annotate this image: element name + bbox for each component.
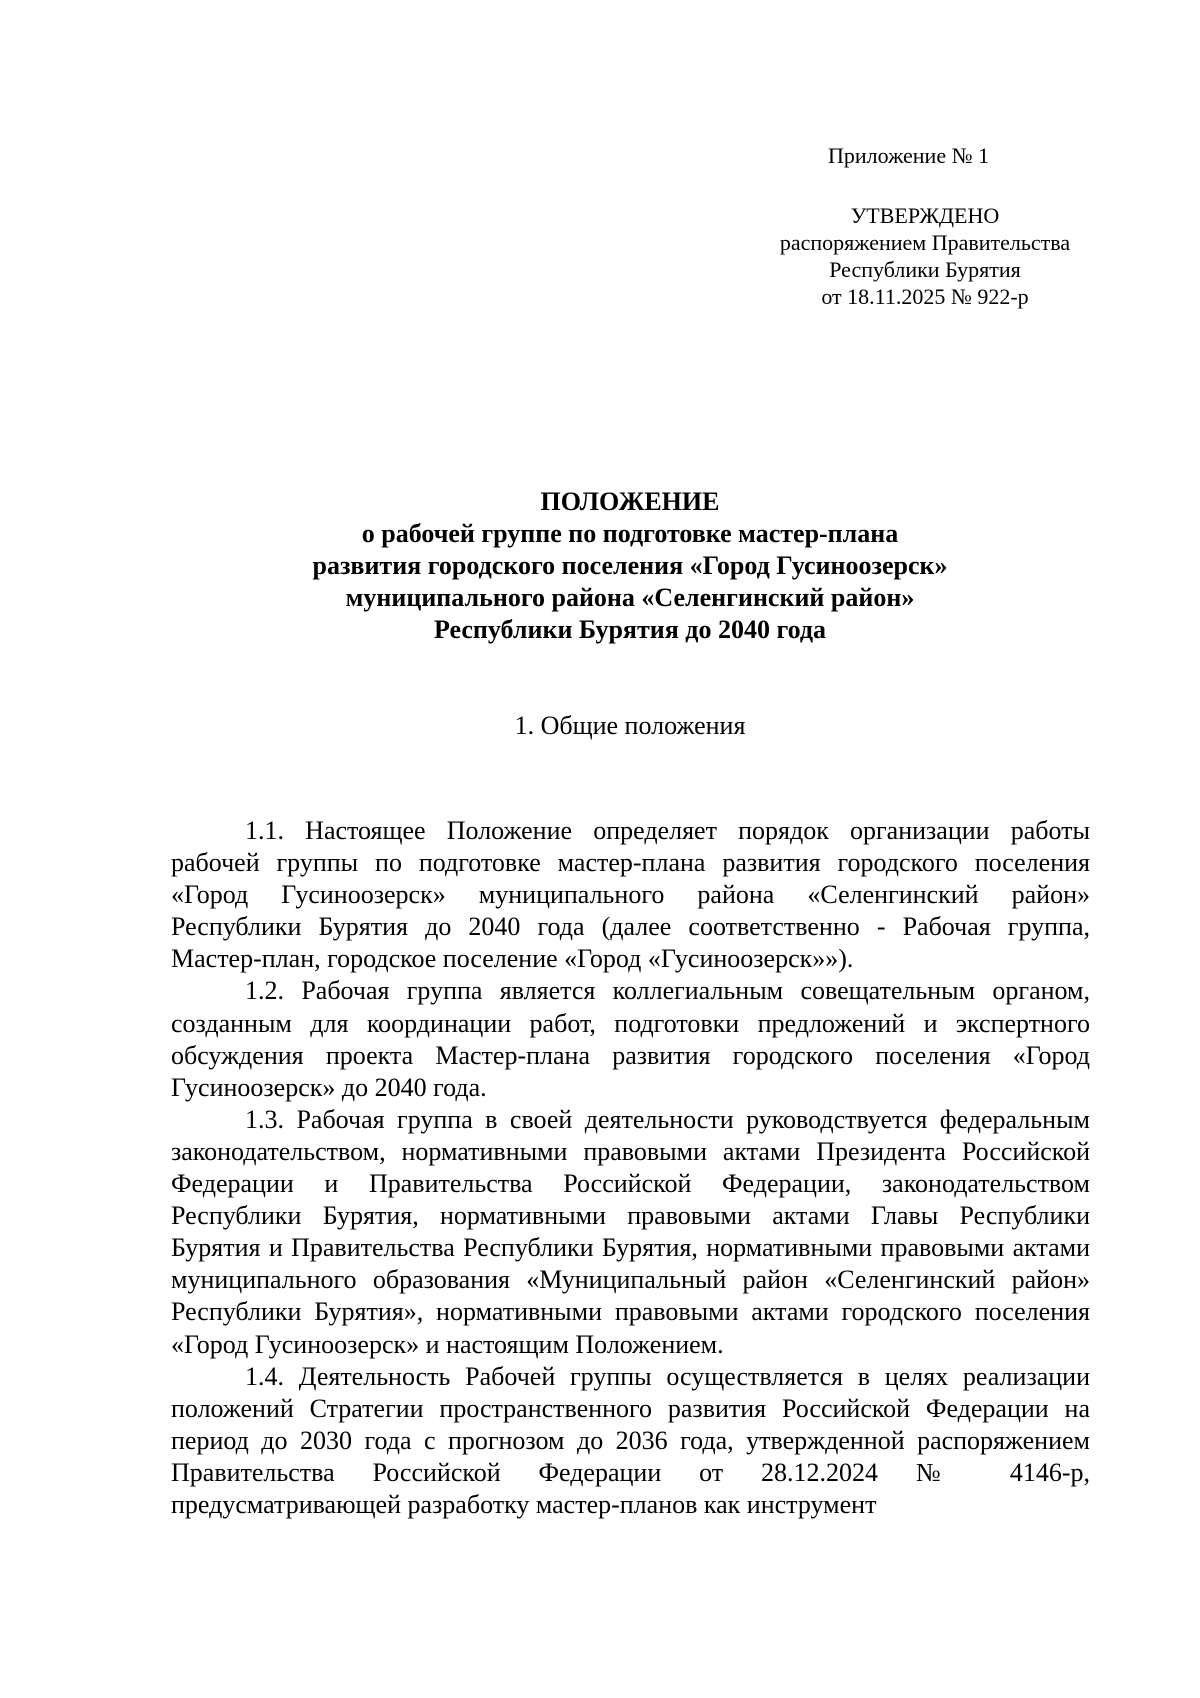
approved-by-order: распоряжением Правительства bbox=[779, 230, 1071, 255]
appendix-label: Приложение № 1 bbox=[828, 143, 990, 168]
approved-date-number: от 18.11.2025 № 922-р bbox=[821, 284, 1029, 309]
approved-republic: Республики Бурятия bbox=[829, 257, 1021, 282]
document-body bbox=[171, 815, 1090, 1521]
paragraph-1-2: 1.2. Рабочая группа является коллегиальным совещательным органом, созданным для координации работ, подготовки предложений и экспертного обсуждения проекта Мастер-плана развития городского поселения «Город Гусиноозерск» до 2040 года. bbox=[171, 976, 1090, 1102]
title-line-3: развития городского поселения «Город Гусиноозерск» bbox=[312, 551, 948, 580]
approved-label: УТВЕРЖДЕНО bbox=[850, 203, 1000, 228]
title-line-1: ПОЛОЖЕНИЕ bbox=[540, 487, 720, 516]
paragraph-1-3: 1.3. Рабочая группа в своей деятельности руководствуется федеральным законодательством, нормативными правовыми актами Президента Российской Федерации и Правительства Российской Федерации, законодательством Республики Бурятия, нормативными правовыми актами Главы Республики Бурятия и Правительства Республики Бурятия, нормативными правовыми актами муниципального образования «Муниципальный район «Селенгинский район» Республики Бурятия», нормативными правовыми актами городского поселения «Город Гусиноозерск» и настоящим Положением. bbox=[171, 1104, 1090, 1359]
paragraph-1-1: 1.1. Настоящее Положение определяет порядок организации работы рабочей группы по подготовке мастер-плана развития городского поселения «Город Гусиноозерск» муниципального района «Селенгинский район» Республики Бурятия до 2040 года (далее соответственно - Рабочая группа, Мастер-план, городское поселение «Город «Гусиноозерск»»). bbox=[171, 816, 1090, 974]
approval-stamp bbox=[755, 202, 1095, 310]
title-line-5: Республики Бурятия до 2040 года bbox=[433, 615, 827, 644]
title-line-2: о рабочей группе по подготовке мастер-плана bbox=[361, 519, 899, 548]
document-title bbox=[170, 486, 1090, 646]
paragraph-1-4: 1.4. Деятельность Рабочей группы осуществляется в целях реализации положений Стратегии пространственного развития Российской Федерации на период до 2030 года с прогнозом до 2036 года, утвержденной распоряжением Правительства Российской Федерации от 28.12.2024 № 4146-р, предусматривающей разработку мастер-планов как инструмент bbox=[171, 1361, 1090, 1519]
title-line-4: муниципального района «Селенгинский район» bbox=[345, 583, 915, 612]
section-heading: 1. Общие положения bbox=[514, 711, 746, 740]
